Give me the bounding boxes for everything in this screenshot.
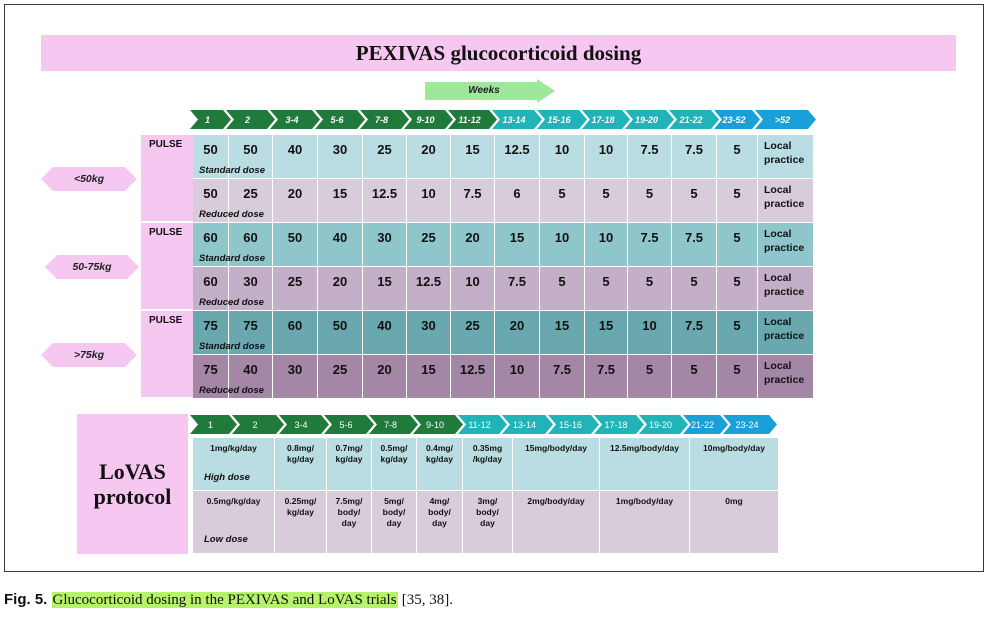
weight-tag xyxy=(41,167,137,191)
dose-value: 7.5 xyxy=(552,362,572,377)
pexivas-week-0-shape xyxy=(190,110,231,129)
lovas-week-9-label: 17-18 xyxy=(604,419,628,430)
dose-cell xyxy=(495,311,540,355)
lovas-week-3-label: 5-6 xyxy=(339,419,353,430)
lovas-dose-text: 0.35mg /kg/day xyxy=(472,443,503,464)
pexivas-week-1-label: 2 xyxy=(244,114,250,125)
pexivas-week-12 xyxy=(714,110,760,129)
reduced-dose-label: Reduced dose xyxy=(199,209,264,220)
dose-value: 12.5 xyxy=(504,142,530,157)
dose-cell xyxy=(628,179,672,223)
dose-cell xyxy=(672,223,717,267)
dose-cell xyxy=(717,355,758,399)
lovas-dose-cell xyxy=(275,438,327,491)
caption-text: Glucocorticoid dosing in the PEXIVAS and LoVAS trials xyxy=(52,592,397,608)
lovas-week-1 xyxy=(232,415,284,434)
dose-cell xyxy=(318,179,363,223)
dose-cell xyxy=(495,179,540,223)
dose-cell xyxy=(318,311,363,355)
weight-tag xyxy=(41,343,137,367)
dose-value: 75 xyxy=(203,362,218,377)
dose-value: 5 xyxy=(690,274,698,289)
lovas-week-1-shape xyxy=(232,415,284,434)
dose-cell xyxy=(672,311,717,355)
lovas-week-1-label: 2 xyxy=(252,419,258,430)
dose-value: 7.5 xyxy=(684,318,704,333)
pexivas-week-9-label: 17-18 xyxy=(591,114,615,125)
dose-value: 50 xyxy=(287,230,303,245)
dose-value: 5 xyxy=(602,186,610,201)
pexivas-week-0-label: 1 xyxy=(204,114,210,125)
dose-value: 20 xyxy=(332,274,348,289)
dose-cell xyxy=(585,311,628,355)
pulse-cell xyxy=(141,135,193,223)
pexivas-week-0 xyxy=(190,110,231,129)
dose-cell xyxy=(407,135,451,179)
lovas-dose-cell xyxy=(690,438,779,491)
dose-value: 50 xyxy=(332,318,348,333)
dose-value: 12.5 xyxy=(415,274,442,289)
dose-value: 5 xyxy=(733,318,741,333)
dose-value: 40 xyxy=(332,230,348,245)
lovas-dose-cell xyxy=(690,491,779,554)
dose-value: 5 xyxy=(733,230,741,245)
dose-cell xyxy=(540,135,585,179)
dose-value: 7.5 xyxy=(684,142,704,157)
dose-value: 15 xyxy=(421,362,436,377)
dose-cell xyxy=(451,311,495,355)
dose-value: 7.5 xyxy=(684,230,704,245)
lovas-dose-cell xyxy=(600,491,690,554)
lovas-dose-text: 15mg/body/day xyxy=(525,443,587,453)
dose-cell xyxy=(758,223,814,267)
dose-cell xyxy=(717,135,758,179)
dose-cell xyxy=(628,135,672,179)
dose-value: 20 xyxy=(287,186,303,201)
lovas-dose-text: 1mg/body/day xyxy=(615,496,674,506)
dose-value: 30 xyxy=(421,318,436,333)
dose-cell xyxy=(363,267,407,311)
dose-value: 10 xyxy=(598,142,614,157)
dose-cell xyxy=(407,179,451,223)
lovas-week-4-label: 7-8 xyxy=(383,419,397,430)
dose-value: 5 xyxy=(733,274,741,289)
dose-cell xyxy=(451,355,495,399)
pexivas-week-10 xyxy=(625,110,674,129)
dose-value: 7.5 xyxy=(507,274,527,289)
dose-cell xyxy=(273,223,318,267)
lovas-dose-cell xyxy=(193,438,275,491)
lovas-title: LoVAS protocol xyxy=(93,459,172,509)
lovas-dose-cell xyxy=(372,438,417,491)
weeks-arrow xyxy=(425,79,555,103)
dose-value: 10 xyxy=(554,142,570,157)
pexivas-week-4-label: 7-8 xyxy=(374,114,388,125)
weeks-label: Weeks xyxy=(468,85,500,96)
lovas-dose-cell xyxy=(275,491,327,554)
dose-value: 50 xyxy=(203,186,218,201)
dose-value: 20 xyxy=(509,318,525,333)
lovas-dose-text: 12.5mg/body/day xyxy=(610,443,679,453)
dose-value: 60 xyxy=(243,230,258,245)
lovas-dose-cell xyxy=(417,438,463,491)
dose-cell xyxy=(672,179,717,223)
lovas-dose-cell xyxy=(372,491,417,554)
dose-cell xyxy=(585,179,628,223)
lovas-dose-cell xyxy=(513,491,600,554)
dose-value: 5 xyxy=(733,362,741,377)
lovas-week-9 xyxy=(594,415,644,434)
lovas-week-5 xyxy=(413,415,463,434)
pexivas-week-11 xyxy=(669,110,719,129)
dose-value: 15 xyxy=(598,318,614,333)
dose-value: 10 xyxy=(554,230,570,245)
dose-cell xyxy=(318,135,363,179)
dose-value: 20 xyxy=(377,362,392,377)
dose-cell xyxy=(495,355,540,399)
lovas-week-2 xyxy=(279,415,329,434)
dose-cell xyxy=(672,355,717,399)
dose-cell xyxy=(758,355,814,399)
dose-cell xyxy=(273,179,318,223)
lovas-dose-text: 0.8mg/ kg/day xyxy=(287,443,314,464)
dose-cell xyxy=(451,267,495,311)
lovas-week-7-label: 13-14 xyxy=(512,419,537,430)
dose-value: 10 xyxy=(465,274,480,289)
pexivas-week-5 xyxy=(404,110,453,129)
dose-cell xyxy=(495,267,540,311)
weight-label: 50-75kg xyxy=(72,261,112,273)
lovas-week-8-label: 15-16 xyxy=(558,419,583,430)
pexivas-week-8 xyxy=(537,110,587,129)
pexivas-week-6 xyxy=(448,110,497,129)
dose-cell xyxy=(273,311,318,355)
dose-value: 7.5 xyxy=(640,142,659,157)
pexivas-week-13 xyxy=(755,110,816,129)
dose-cell xyxy=(407,223,451,267)
figure-caption xyxy=(4,591,453,609)
pulse-label: PULSE xyxy=(149,315,183,326)
lovas-week-11-label: 21-22 xyxy=(690,419,715,430)
lovas-dose-text: 0.7mg/ kg/day xyxy=(335,443,363,464)
dose-cell xyxy=(273,355,318,399)
lovas-week-6-label: 11-12 xyxy=(468,419,491,430)
pexivas-week-2-label: 3-4 xyxy=(285,114,299,125)
lovas-dose-cell xyxy=(463,438,513,491)
dose-value: 5 xyxy=(558,186,566,201)
lovas-week-5-label: 9-10 xyxy=(425,419,444,430)
dose-value: 40 xyxy=(287,142,303,157)
dose-cell xyxy=(318,267,363,311)
dose-value: 5 xyxy=(645,274,654,289)
lovas-dose-text: 7.5mg/ body/ day xyxy=(335,496,363,528)
dose-cell xyxy=(585,135,628,179)
dose-cell xyxy=(407,355,451,399)
dose-value: 50 xyxy=(203,142,218,157)
dose-cell xyxy=(363,179,407,223)
pexivas-week-2 xyxy=(270,110,320,129)
lovas-week-4 xyxy=(369,415,418,434)
dose-value: 20 xyxy=(465,230,480,245)
dose-value: 60 xyxy=(203,274,218,289)
dose-value: 12.5 xyxy=(459,362,486,377)
dose-cell xyxy=(540,179,585,223)
lovas-high-dose-label: High dose xyxy=(204,472,250,483)
weight-tag xyxy=(45,255,139,279)
weight-label: >75kg xyxy=(73,349,105,361)
dose-value: 25 xyxy=(287,274,303,289)
dose-cell xyxy=(318,355,363,399)
dose-cell xyxy=(273,267,318,311)
dose-cell xyxy=(407,267,451,311)
pexivas-week-1-shape xyxy=(226,110,275,129)
dose-cell xyxy=(495,223,540,267)
lovas-title-box xyxy=(77,414,188,554)
lovas-week-6 xyxy=(458,415,507,434)
dose-cell xyxy=(628,223,672,267)
lovas-dose-text: 0.25mg/ kg/day xyxy=(284,496,317,517)
lovas-week-7 xyxy=(502,415,553,434)
dose-value: 25 xyxy=(243,186,258,201)
lovas-week-8 xyxy=(548,415,599,434)
pexivas-week-11-label: 21-22 xyxy=(679,114,703,125)
lovas-dose-text: 1mg/kg/day xyxy=(210,443,257,453)
figure-frame xyxy=(4,4,984,572)
dose-value: 5 xyxy=(690,362,698,377)
pexivas-week-7-label: 13-14 xyxy=(502,114,526,125)
dose-value: 15 xyxy=(332,186,348,201)
dose-cell xyxy=(540,355,585,399)
lovas-week-0-shape xyxy=(190,415,237,434)
dose-cell xyxy=(451,135,495,179)
dose-value: 15 xyxy=(377,274,392,289)
dose-value: 7.5 xyxy=(640,230,659,245)
dose-cell xyxy=(717,223,758,267)
standard-dose-label: Standard dose xyxy=(199,253,265,264)
dose-cell xyxy=(717,311,758,355)
pexivas-week-5-label: 9-10 xyxy=(416,114,435,125)
lovas-dose-text: 10mg/body/day xyxy=(703,443,765,453)
dose-cell xyxy=(318,223,363,267)
dose-value: 25 xyxy=(421,230,436,245)
pulse-label: PULSE xyxy=(149,139,183,150)
local-practice-text: Local practice xyxy=(764,316,805,342)
dose-value: 5 xyxy=(645,362,654,377)
lovas-dose-text: 0mg xyxy=(725,496,743,506)
pexivas-week-12-label: 23-52 xyxy=(722,114,746,125)
standard-dose-label: Standard dose xyxy=(199,341,265,352)
lovas-dose-text: 4mg/ body/ day xyxy=(428,496,451,528)
dose-value: 30 xyxy=(243,274,258,289)
dose-value: 40 xyxy=(377,318,392,333)
local-practice-text: Local practice xyxy=(764,140,805,166)
lovas-dose-cell xyxy=(327,491,372,554)
dose-cell xyxy=(540,267,585,311)
dose-cell xyxy=(363,135,407,179)
lovas-dose-cell xyxy=(600,438,690,491)
dose-value: 5 xyxy=(733,186,741,201)
dose-value: 7.5 xyxy=(596,362,616,377)
dose-cell xyxy=(451,179,495,223)
dose-value: 75 xyxy=(203,318,218,333)
dose-value: 30 xyxy=(377,230,392,245)
lovas-dose-cell xyxy=(513,438,600,491)
dose-cell xyxy=(407,311,451,355)
dose-value: 15 xyxy=(554,318,570,333)
dose-cell xyxy=(585,355,628,399)
dose-value: 75 xyxy=(243,318,258,333)
dose-cell xyxy=(758,267,814,311)
dose-cell xyxy=(758,311,814,355)
lovas-low-dose-label: Low dose xyxy=(204,534,248,545)
dose-value: 40 xyxy=(243,362,258,377)
lovas-dose-text: 2mg/body/day xyxy=(527,496,585,506)
dose-value: 5 xyxy=(690,186,698,201)
pexivas-title-banner xyxy=(41,35,956,71)
dose-value: 10 xyxy=(598,230,614,245)
dose-value: 15 xyxy=(465,142,480,157)
lovas-dose-text: 0.4mg/ kg/day xyxy=(426,443,453,464)
local-practice-text: Local practice xyxy=(764,360,805,386)
lovas-dose-cell xyxy=(463,491,513,554)
dose-value: 5 xyxy=(602,274,610,289)
dose-value: 50 xyxy=(243,142,258,157)
dose-cell xyxy=(628,267,672,311)
pulse-cell xyxy=(141,311,193,399)
lovas-week-11 xyxy=(683,415,728,434)
dose-value: 15 xyxy=(509,230,525,245)
dose-value: 10 xyxy=(642,318,657,333)
lovas-dose-text: 5mg/ body/ day xyxy=(382,496,406,528)
dose-value: 25 xyxy=(465,318,480,333)
lovas-week-2-label: 3-4 xyxy=(294,419,308,430)
pexivas-week-3 xyxy=(315,110,365,129)
dose-cell xyxy=(585,267,628,311)
lovas-week-0 xyxy=(190,415,237,434)
dose-cell xyxy=(273,135,318,179)
dose-value: 10 xyxy=(509,362,525,377)
lovas-week-12 xyxy=(723,415,777,434)
dose-value: 60 xyxy=(203,230,218,245)
dose-cell xyxy=(758,135,814,179)
dose-cell xyxy=(451,223,495,267)
dose-cell xyxy=(717,267,758,311)
dose-value: 30 xyxy=(332,142,348,157)
lovas-week-3 xyxy=(324,415,374,434)
lovas-week-12-label: 23-24 xyxy=(735,419,759,430)
dose-cell xyxy=(758,179,814,223)
dose-value: 5 xyxy=(558,274,566,289)
pexivas-week-3-label: 5-6 xyxy=(330,114,344,125)
pulse-cell xyxy=(141,223,193,311)
pexivas-week-8-label: 15-16 xyxy=(547,114,571,125)
dose-cell xyxy=(628,355,672,399)
pexivas-week-1 xyxy=(226,110,275,129)
dose-cell xyxy=(717,179,758,223)
dose-value: 25 xyxy=(377,142,392,157)
dose-value: 5 xyxy=(733,142,741,157)
standard-dose-label: Standard dose xyxy=(199,165,265,176)
local-practice-text: Local practice xyxy=(764,228,805,254)
dose-cell xyxy=(540,223,585,267)
dose-value: 20 xyxy=(421,142,436,157)
dose-value: 25 xyxy=(332,362,348,377)
dose-value: 7.5 xyxy=(463,186,482,201)
dose-cell xyxy=(495,135,540,179)
dose-value: 12.5 xyxy=(371,186,398,201)
local-practice-text: Local practice xyxy=(764,272,805,298)
dose-value: 5 xyxy=(645,186,654,201)
pexivas-week-7 xyxy=(492,110,542,129)
lovas-dose-text: 0.5mg/kg/day xyxy=(206,496,261,506)
lovas-dose-text: 3mg/ body/ day xyxy=(476,496,499,528)
lovas-week-0-label: 1 xyxy=(207,419,213,430)
lovas-dose-text: 0.5mg/ kg/day xyxy=(380,443,408,464)
pexivas-week-9 xyxy=(582,110,630,129)
reduced-dose-label: Reduced dose xyxy=(199,297,264,308)
lovas-week-10 xyxy=(639,415,688,434)
pexivas-week-10-label: 19-20 xyxy=(634,114,659,125)
lovas-week-10-label: 19-20 xyxy=(648,419,673,430)
dose-cell xyxy=(672,135,717,179)
dose-cell xyxy=(363,223,407,267)
dose-cell xyxy=(628,311,672,355)
local-practice-text: Local practice xyxy=(764,184,805,210)
lovas-dose-cell xyxy=(417,491,463,554)
dose-cell xyxy=(363,355,407,399)
dose-cell xyxy=(672,267,717,311)
pexivas-title: PEXIVAS glucocorticoid dosing xyxy=(355,40,642,65)
pulse-label: PULSE xyxy=(149,227,183,238)
reduced-dose-label: Reduced dose xyxy=(199,385,264,396)
caption-refs: [35, 38]. xyxy=(401,592,453,608)
caption-fig-label: Fig. 5. xyxy=(4,591,48,608)
weight-label: <50kg xyxy=(73,173,105,185)
dose-cell xyxy=(363,311,407,355)
dose-cell xyxy=(585,223,628,267)
dose-value: 6 xyxy=(513,186,521,201)
pexivas-week-13-label: >52 xyxy=(774,114,791,125)
pexivas-week-4 xyxy=(360,110,409,129)
dose-value: 30 xyxy=(287,362,303,377)
dose-cell xyxy=(540,311,585,355)
dose-value: 60 xyxy=(287,318,303,333)
lovas-dose-cell xyxy=(327,438,372,491)
dose-value: 10 xyxy=(421,186,436,201)
pexivas-week-6-label: 11-12 xyxy=(458,114,481,125)
